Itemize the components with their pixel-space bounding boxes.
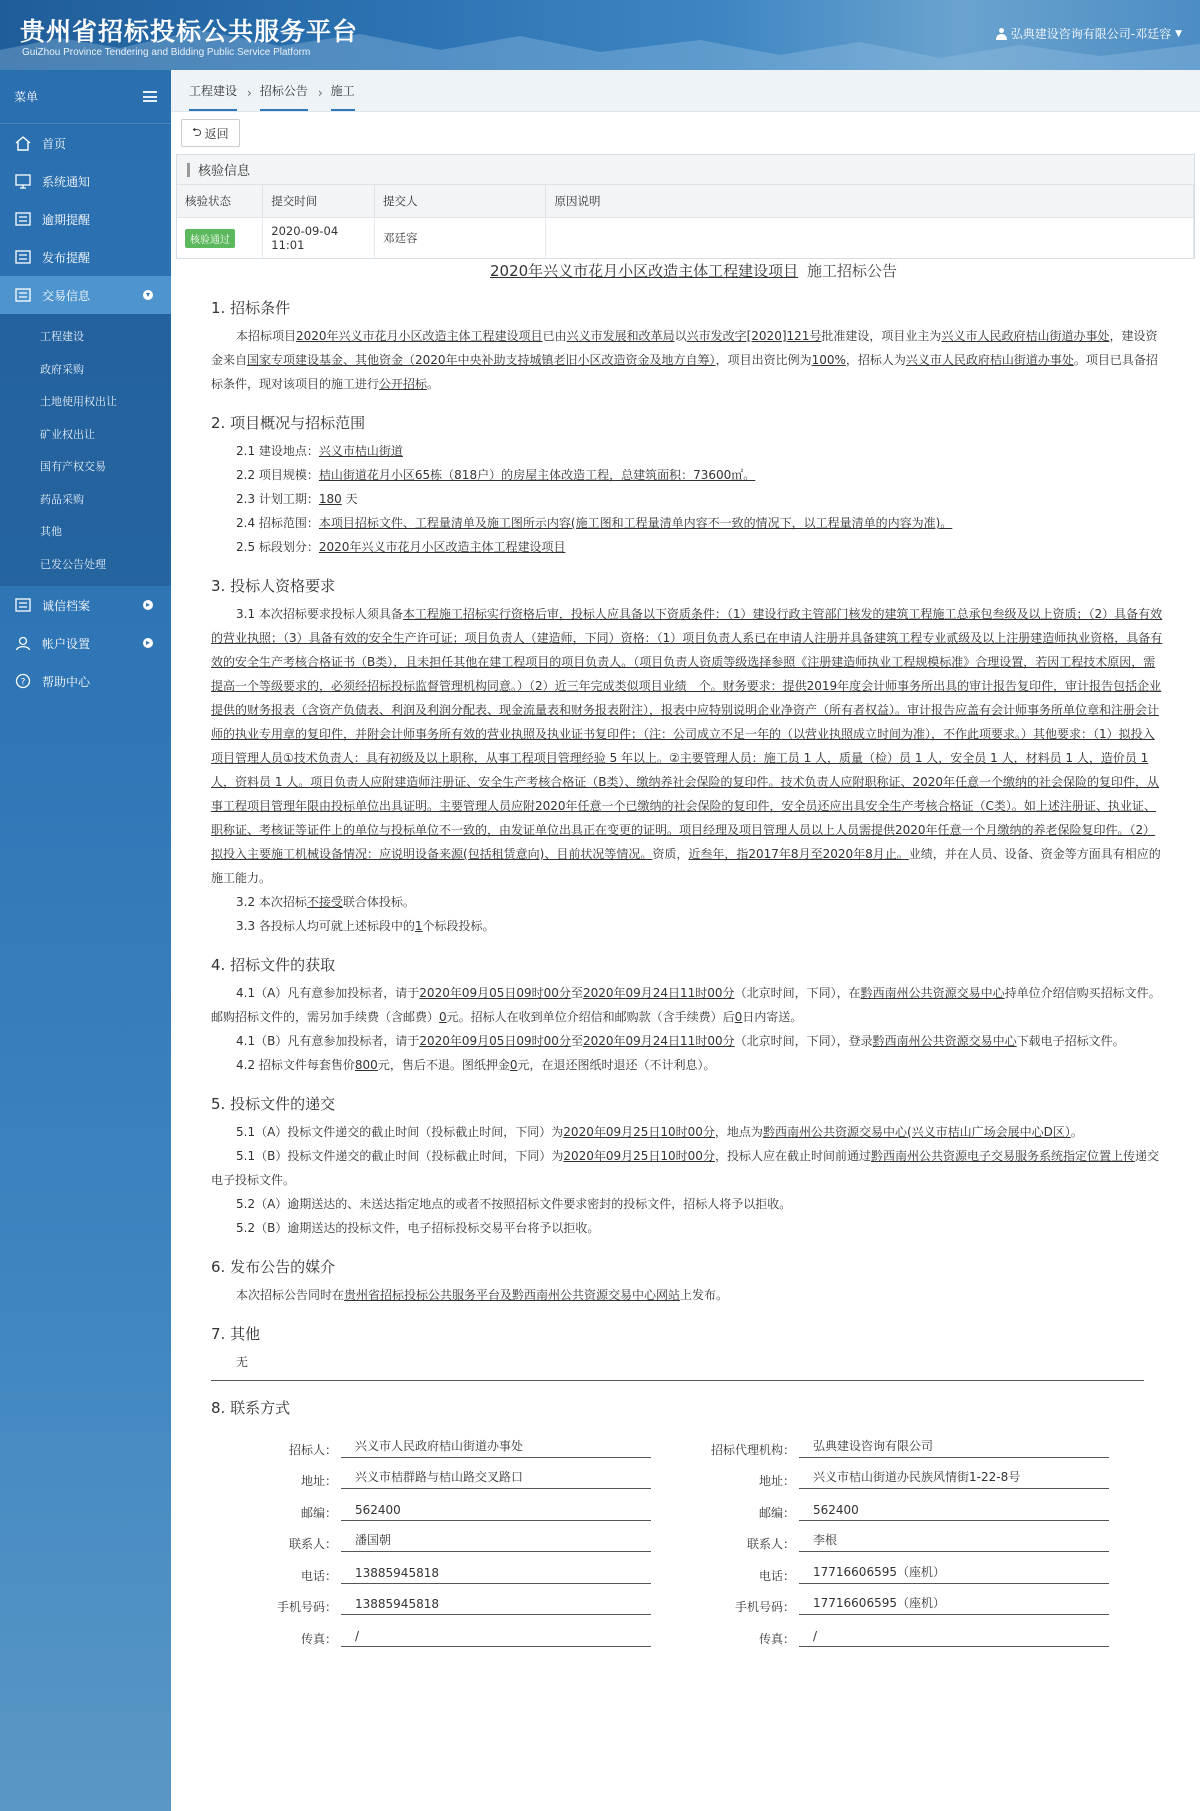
contact-row [211,1489,681,1521]
monitor-icon [14,173,32,189]
filled-value: 2020年09月05日09时00分 [419,1034,571,1048]
text: 下载电子招标文件。 [1016,1034,1125,1048]
column-header: 原因说明 [546,185,1194,218]
section-heading: 3. 投标人资格要求 [211,577,336,595]
back-arrow-icon: ⮌ [192,124,202,139]
submenu-item[interactable]: 土地使用权出让 [40,395,117,409]
menu-label: 菜单 [14,90,39,104]
paragraph [211,535,1164,559]
filled-value: 180 [318,492,342,506]
chevron-right-icon: ▸ [143,638,153,648]
contact-value: 兴义市桔山街道办民族风情街1-22-8号 [799,1468,1109,1489]
section-heading: 1. 招标条件 [211,299,291,317]
paragraph [211,1144,1164,1192]
contact-label: 手机号码： [276,1600,337,1614]
trade-submenu [0,314,171,586]
filled-value: 2020年09月24日11时00分 [582,986,735,1000]
filled-value: 本项目招标文件、工程量清单及施工图所示内容(施工图和工程量清单内容不一致的情况下，以工程量清单的内容为准)。 [318,516,953,530]
column-header: 核验状态 [177,185,263,218]
text: ，项目出资比例为 [715,353,812,367]
user-icon [996,28,1007,40]
contact-label: 电话： [300,1568,337,1583]
table-header-row [177,185,1194,218]
submenu-item[interactable]: 工程建设 [40,330,84,344]
sidebar-item-label: 帐户设置 [42,636,91,651]
section-heading: 4. 招标文件的获取 [211,956,336,974]
text: （北京时间，下同），登录 [734,1034,873,1048]
paragraph: 无 [236,1355,249,1369]
breadcrumb-item[interactable]: 施工 [331,82,355,111]
text: 2.2 项目规模： [236,468,319,482]
text: 天 [345,492,358,506]
contact-row [681,1458,1151,1490]
paragraph: 5.2（B）逾期送达的投标文件，电子招标投标交易平台将予以拒收。 [236,1221,600,1235]
text: 元。招标人在收到单位介绍信和邮购款（含手续费）后 [446,1010,735,1024]
text: 。 [427,377,440,391]
filled-value: 公开招标 [379,377,428,391]
text: 2.4 招标范围： [236,516,319,530]
back-button[interactable] [181,119,240,147]
paragraph [211,890,1164,914]
text: 5.1（B）投标文件递交的截止时间（投标截止时间，下同）为 [236,1149,564,1163]
contact-value: 兴义市人民政府桔山街道办事处 [341,1437,651,1458]
text: 元，在退还图纸时退还（不计利息）。 [517,1058,716,1072]
contact-value: 13885945818 [341,1566,651,1584]
contact-row [211,1615,681,1647]
platform-title: 贵州省招标投标公共服务平台 [20,17,359,46]
paragraph [211,1029,1164,1053]
submenu-item[interactable]: 政府采购 [40,362,84,376]
sidebar-item-label: 交易信息 [42,288,91,303]
text: ，投标人应在截止时间前通过 [714,1149,871,1163]
text: 3.1 本次招标要求投标人须具备 [236,607,403,621]
text: 批准建设，项目业主为 [821,329,942,343]
text: 业绩，并在人员、设备、资金等方面具有相应的施工能力。 [211,847,1161,885]
contact-label: 传真： [300,1631,337,1646]
breadcrumb [171,70,1200,112]
text: ，建设资金来自 [211,329,1158,367]
text: 。项目已具备招标条件，现对该项目的施工进行 [211,353,1158,391]
text: 以 [674,329,687,343]
user-icon [14,635,32,651]
user-menu[interactable] [996,25,1182,42]
caret-down-icon: ▼ [1175,28,1182,39]
list-icon [14,211,32,227]
filled-value: 0 [509,1058,518,1072]
section-heading: 2. 项目概况与招标范围 [211,414,366,432]
hamburger-icon[interactable] [143,91,157,102]
filled-value: 桔山街道花月小区65栋（818户）的房屋主体改造工程，总建筑面积：73600㎡。 [318,468,756,482]
text: 元，售后不退。图纸押金 [377,1058,510,1072]
status-badge: 核验通过 [185,229,235,248]
filled-value: 贵州省招标投标公共服务平台及黔西南州公共资源交易中心网站 [344,1288,681,1302]
verify-panel-title [177,155,1194,185]
time-cell: 2020-09-04 11:01 [263,218,375,259]
contact-value: 17716606595（座机） [799,1594,1109,1615]
breadcrumb-item[interactable]: 工程建设 [189,82,237,111]
toolbar [171,112,1200,152]
filled-value: 不接受 [306,895,343,909]
contact-value: 潘国朝 [341,1531,651,1552]
filled-value: 0 [439,1010,447,1024]
contact-value: 李根 [799,1531,1109,1552]
text: 本招标项目 [236,329,297,343]
sidebar-item-label: 系统通知 [42,174,91,189]
contact-row [211,1552,681,1584]
paragraph [211,1120,1164,1144]
divider [211,1380,1144,1381]
contact-row [211,1426,681,1458]
header-banner [0,0,1200,70]
contact-row [211,1521,681,1553]
paragraph [211,439,1164,463]
contact-row [681,1489,1151,1521]
chevron-right-icon: ▸ [143,600,153,610]
text: 递交电子投标文件。 [211,1149,1159,1187]
filled-value: 国家专项建设基金、其他资金（2020年中央补助支持城镇老旧小区改造资金及地方自筹） [247,353,716,367]
home-icon [14,135,32,151]
paragraph [211,981,1164,1029]
sidebar-item-credit[interactable] [0,586,171,624]
text: 上发布。 [680,1288,729,1302]
contact-row [681,1521,1151,1553]
chevron-down-icon: ▾ [143,290,153,300]
text: 已由 [542,329,567,343]
text: 4.2 招标文件每套售价 [236,1058,355,1072]
contact-value: / [799,1629,1109,1647]
contact-label: 邮编： [300,1505,337,1520]
verify-table [177,185,1194,258]
submenu-item[interactable]: 矿业权出让 [40,427,95,441]
list-icon [14,249,32,265]
filled-value: 2020年09月24日11时00分 [582,1034,735,1048]
contact-value: 13885945818 [341,1597,651,1615]
paragraph [211,511,1164,535]
title-suffix: 施工招标公告 [806,262,897,280]
list-icon [14,287,32,303]
sidebar-item-home[interactable] [0,124,171,162]
contact-value: / [341,1629,651,1647]
text: 2.5 标段划分： [236,540,319,554]
text: 2.1 建设地点： [236,444,319,458]
sidebar-item-label: 首页 [42,136,67,151]
contact-value: 弘典建设咨询有限公司 [799,1437,1109,1458]
contact-row [681,1584,1151,1616]
filled-value: 2020年09月25日10时00分 [563,1149,715,1163]
sidebar-item-label: 逾期提醒 [42,212,91,227]
sidebar-item-help[interactable] [0,662,171,700]
filled-value: 黔西南州公共资源交易中心 [872,1034,1017,1048]
user-name: 弘典建设咨询有限公司-邓廷容 [1010,27,1172,41]
column-header: 提交时间 [263,185,375,218]
filled-value: 兴市发改字[2020]121号 [686,329,822,343]
contact-label: 地址： [758,1474,795,1488]
announcement-document [171,250,1200,1647]
section-heading: 6. 发布公告的媒介 [211,1258,336,1276]
text: 4.1（B）凡有意参加投标者，请于 [236,1034,420,1048]
filled-value: 800 [354,1058,378,1072]
project-name: 2020年兴义市花月小区改造主体工程建设项目 [490,262,799,280]
filled-value: 本工程施工招标实行资格后审，投标人应具备以下资质条件：（1）建设行政主管部门核发的建筑工程施工总承包叁级及以上资质；（2）具备有效的营业执照；（3）具备有效的安全生产许可证；项目负责人（建造师，下同）资格：（1）项目负责人系已在申请人注册并具备建筑工程专业贰级及以上注册建造师执业资格，具备有效的安全生产考核合格证书（B类），且未担任其他在建工程项目的项目负责人。（项目负责人资质等级选择参照《注册建造师执业工程规模标准》合理设置，若因工程技术原因，需提高一个等级要求的，必须经招标投标监督管理机构同意。）（2）近三年完成类似项目业绩 个。财务要求：提供2019年度会计师事务所出具的审计报告复印件，审计报告包括企业提供的财务报表（含资产负债表、利润及利润分配表、现金流量表和财务报表附注），报表中应特别说明企业净资产（所有者权益）。审计报告应盖有会计师事务所单位章和注册会计师的执业专用章的复印件，并附会计师事务所有效的营业执照及执业证书复印件；（注：公司成立不足一年的（以营业执照成立时间为准），不作此项要求。）其他要求：（1）拟投入项目管理人员①技术负责人：具有初级及以上职称，从事工程项目管理经验 5 年以上。②主要管理人员：施工员 1 人，质量（检）员 1 人，安全员 1 人，材料员 1 人，造价员 1 人，资料员 1 人。项目负责人应附建造师注册证、安全生产考核合格证（B类）、缴纳养社会保险的复印件。技术负责人应附职称证、2020年任意一个缴纳的社会保险的复印件，从事工程项目管理年限由投标单位出具证明。主要管理人员应附2020年任意一个已缴纳的社会保险的复印件，安全员还应出具安全生产考核合格证（C类）。如上述注册证、执业证、职称证、考核证等证件上的单位与投标单位不一致的，由发证单位出具正在变更的证明。项目经理及项目管理人员以上人员需提供2020年任意一个月缴纳的养老保险复印件。（2）拟投入主要施工机械设备情况：应说明设备来源(包括租赁意向)、目前状况等情况。 [211,607,1163,861]
contact-row [681,1426,1151,1458]
sidebar-item-account[interactable] [0,624,171,662]
text: 资质， [652,847,689,861]
sidebar-item-label: 诚信档案 [42,598,91,613]
filled-value: 黔西南州公共资源电子交易服务系统指定位置上传 [870,1149,1135,1163]
filled-value: 2020年09月25日10时00分 [563,1125,715,1139]
paragraph [211,914,1164,938]
paragraph [211,1053,1164,1077]
column-header: 提交人 [375,185,546,218]
text: 2.3 计划工期： [236,492,319,506]
contact-label: 电话： [758,1568,795,1583]
paragraph [211,487,1164,511]
sidebar-item-publish[interactable] [0,238,171,276]
sidebar [0,70,171,1811]
contact-label: 招标代理机构： [710,1442,795,1457]
text: ，招标人为 [845,353,906,367]
svg-text:?: ? [20,677,26,688]
text: 。 [1070,1125,1083,1139]
submitter-cell: 邓廷容 [375,218,546,259]
contact-value: 兴义市桔群路与桔山路交叉路口 [341,1468,651,1489]
sidebar-item-overdue[interactable] [0,200,171,238]
contact-value: 562400 [799,1503,1109,1521]
paragraph: 5.2（A）逾期送达的、未送达指定地点的或者不按照招标文件要求密封的投标文件，招标人将予以拒收。 [236,1197,792,1211]
list-icon [14,597,32,613]
filled-value: 兴义市人民政府桔山街道办事处 [905,353,1074,367]
filled-value: 兴义市发展和改革局 [566,329,675,343]
submenu-item[interactable]: 药品采购 [40,492,84,506]
submenu-item[interactable]: 其他 [40,525,62,539]
contact-label: 手机号码： [734,1600,795,1614]
text: 本次招标公告同时在 [236,1288,345,1302]
contact-info [211,1426,1164,1647]
contact-column-tenderer [211,1426,681,1647]
contact-label: 联系人： [746,1537,795,1551]
breadcrumb-item[interactable]: 招标公告 [260,82,308,111]
paragraph [211,324,1164,396]
contact-row [681,1615,1151,1647]
text: ，地点为 [714,1125,763,1139]
contact-label: 地址： [300,1474,337,1488]
contact-column-agency [681,1426,1151,1647]
contact-row [681,1552,1151,1584]
text: 3.3 各投标人均可就上述标段中的 [236,919,415,933]
breadcrumb-separator: › [247,86,252,100]
text: 持单位介绍信购买招标文件。邮购招标文件的，需另加手续费（含邮费） [211,986,1161,1024]
contact-label: 邮编： [758,1505,795,1520]
text: 4.1（A）凡有意参加投标者，请于 [236,986,420,1000]
document-title [211,260,1164,281]
sidebar-item-label: 发布提醒 [42,250,91,265]
text: 3.2 本次招标 [236,895,307,909]
section-heading: 7. 其他 [211,1325,261,1343]
text: 联合体投标。 [342,895,415,909]
sidebar-item-label: 帮助中心 [42,674,91,689]
title-accent-bar [187,163,190,177]
filled-value: 近叁年，指2017年8月至2020年8月止。 [688,847,909,861]
back-label: 返回 [204,126,229,141]
contact-row [211,1458,681,1490]
main-content [171,70,1200,1811]
filled-value: 2020年09月05日09时00分 [419,986,571,1000]
paragraph [211,602,1164,890]
contact-label: 招标人： [288,1442,337,1457]
section-heading: 5. 投标文件的递交 [211,1095,336,1113]
submenu-item[interactable]: 国有产权交易 [40,460,106,474]
contact-value: 562400 [341,1503,651,1521]
paragraph [211,1283,1164,1307]
text: 日内寄送。 [742,1010,803,1024]
filled-value: 1 [414,919,423,933]
section-heading: 8. 联系方式 [211,1399,291,1417]
text: 个标段投标。 [422,919,495,933]
filled-value: 2020年兴义市花月小区改造主体工程建设项目 [296,329,543,343]
text: （北京时间，下同），在 [734,986,861,1000]
contact-row [211,1584,681,1616]
filled-value: 2020年兴义市花月小区改造主体工程建设项目 [318,540,566,554]
contact-value: 17716606595（座机） [799,1563,1109,1584]
submenu-item[interactable]: 已发公告处理 [40,557,106,571]
text: 至 [570,986,583,1000]
verify-title-text: 核验信息 [198,164,251,179]
breadcrumb-separator: › [317,86,323,100]
contact-label: 联系人： [288,1537,337,1551]
help-icon [14,673,32,689]
text: 5.1（A）投标文件递交的截止时间（投标截止时间，下同）为 [236,1125,564,1139]
menu-header [0,70,171,124]
verify-panel [176,154,1195,259]
filled-value: 0 [734,1010,743,1024]
text: 至 [570,1034,583,1048]
filled-value: 兴义市桔山街道 [318,444,403,458]
platform-subtitle: GuiZhou Province Tendering and Bidding Public Service Platform [22,47,311,58]
filled-value: 黔西南州公共资源交易中心 [860,986,1005,1000]
sidebar-item-notice[interactable] [0,162,171,200]
filled-value: 兴义市人民政府桔山街道办事处 [941,329,1110,343]
sidebar-item-trade[interactable] [0,276,171,314]
paragraph [211,463,1164,487]
filled-value: 黔西南州公共资源交易中心(兴义市桔山广场会展中心D区） [762,1125,1071,1139]
contact-label: 传真： [758,1631,795,1646]
filled-value: 100% [811,353,846,367]
